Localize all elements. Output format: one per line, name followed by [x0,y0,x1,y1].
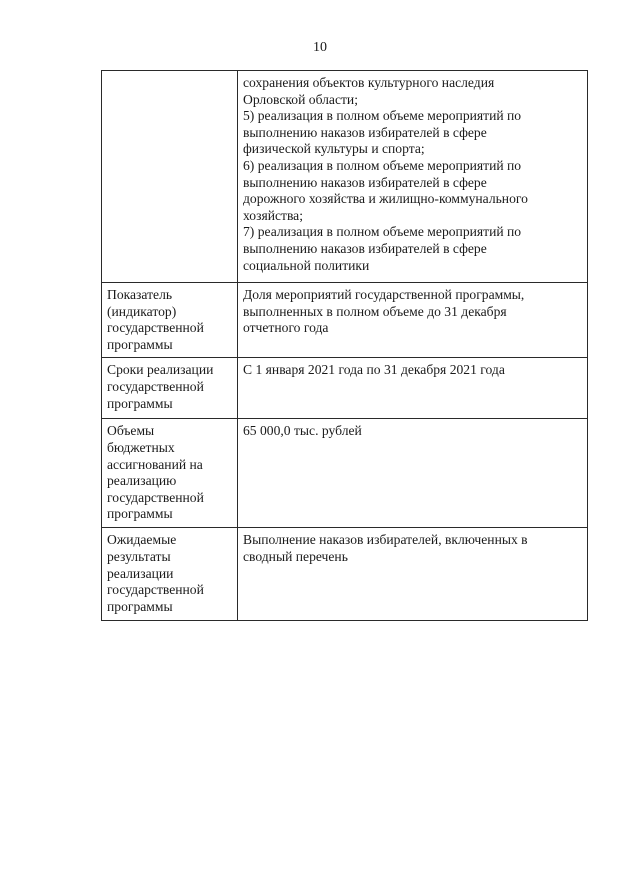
text-line: государственной [107,320,204,336]
text-line: программы [107,506,173,522]
text-line: (индикатор) [107,303,177,319]
table-row [102,419,588,528]
text-line: программы [107,395,173,411]
label-cell [102,71,238,283]
table-row [102,528,588,621]
text-line: сводный перечень [243,548,348,564]
text-line: дорожного хозяйства и жилищно-коммунального [243,191,528,207]
text-line: Ожидаемые [107,532,177,548]
text-line: социальной политики [243,257,370,273]
text-line: Сроки реализации [107,362,214,378]
text-line: отчетного года [243,320,329,336]
text-line: государственной [107,489,204,505]
label-cell [102,358,238,419]
text-line: выполненных в полном объеме до 31 декабря [243,303,507,319]
text-line: бюджетных [107,439,175,455]
text-line: государственной [107,378,204,394]
text-line: программы [107,336,173,352]
text-line: реализации [107,565,174,581]
value-cell [238,528,588,621]
text-line: сохранения объектов культурного наследия [243,75,495,90]
text-line: физической культуры и спорта; [243,141,425,157]
value-cell [238,419,588,528]
value-cell [238,283,588,358]
text-line: выполнению наказов избирателей в сфере [243,174,487,190]
value-cell [238,358,588,419]
text-line: результаты [107,548,171,564]
text-line: 7) реализация в полном объеме мероприятий по [243,224,522,240]
text-line: выполнению наказов избирателей в сфере [243,124,487,140]
text-line: программы [107,598,173,614]
text-line: С 1 января 2021 года по 31 декабря 2021 года [243,362,505,378]
text-line: хозяйства; [243,207,303,223]
text-line: реализацию [107,473,177,489]
page-number: 10 [313,40,327,55]
text-line: Объемы [107,423,155,439]
text-line: выполнению наказов избирателей в сфере [243,240,487,256]
text-line: ассигнований на [107,456,203,472]
table-row [102,71,588,283]
text-line: Орловской области; [243,91,358,107]
label-cell [102,283,238,358]
table-row [102,358,588,419]
text-line: Показатель [107,287,173,302]
text-line: 65 000,0 тыс. рублей [243,423,362,439]
text-line: Доля мероприятий государственной программы, [243,287,525,302]
label-cell [102,528,238,621]
program-passport-table [101,70,588,621]
text-line: государственной [107,582,204,598]
text-line: Выполнение наказов избирателей, включенных в [243,532,528,548]
text-line: 6) реализация в полном объеме мероприятий по [243,157,522,173]
table-row [102,283,588,358]
value-cell [238,71,588,283]
text-line: 5) реализация в полном объеме мероприятий по [243,108,522,124]
label-cell [102,419,238,528]
